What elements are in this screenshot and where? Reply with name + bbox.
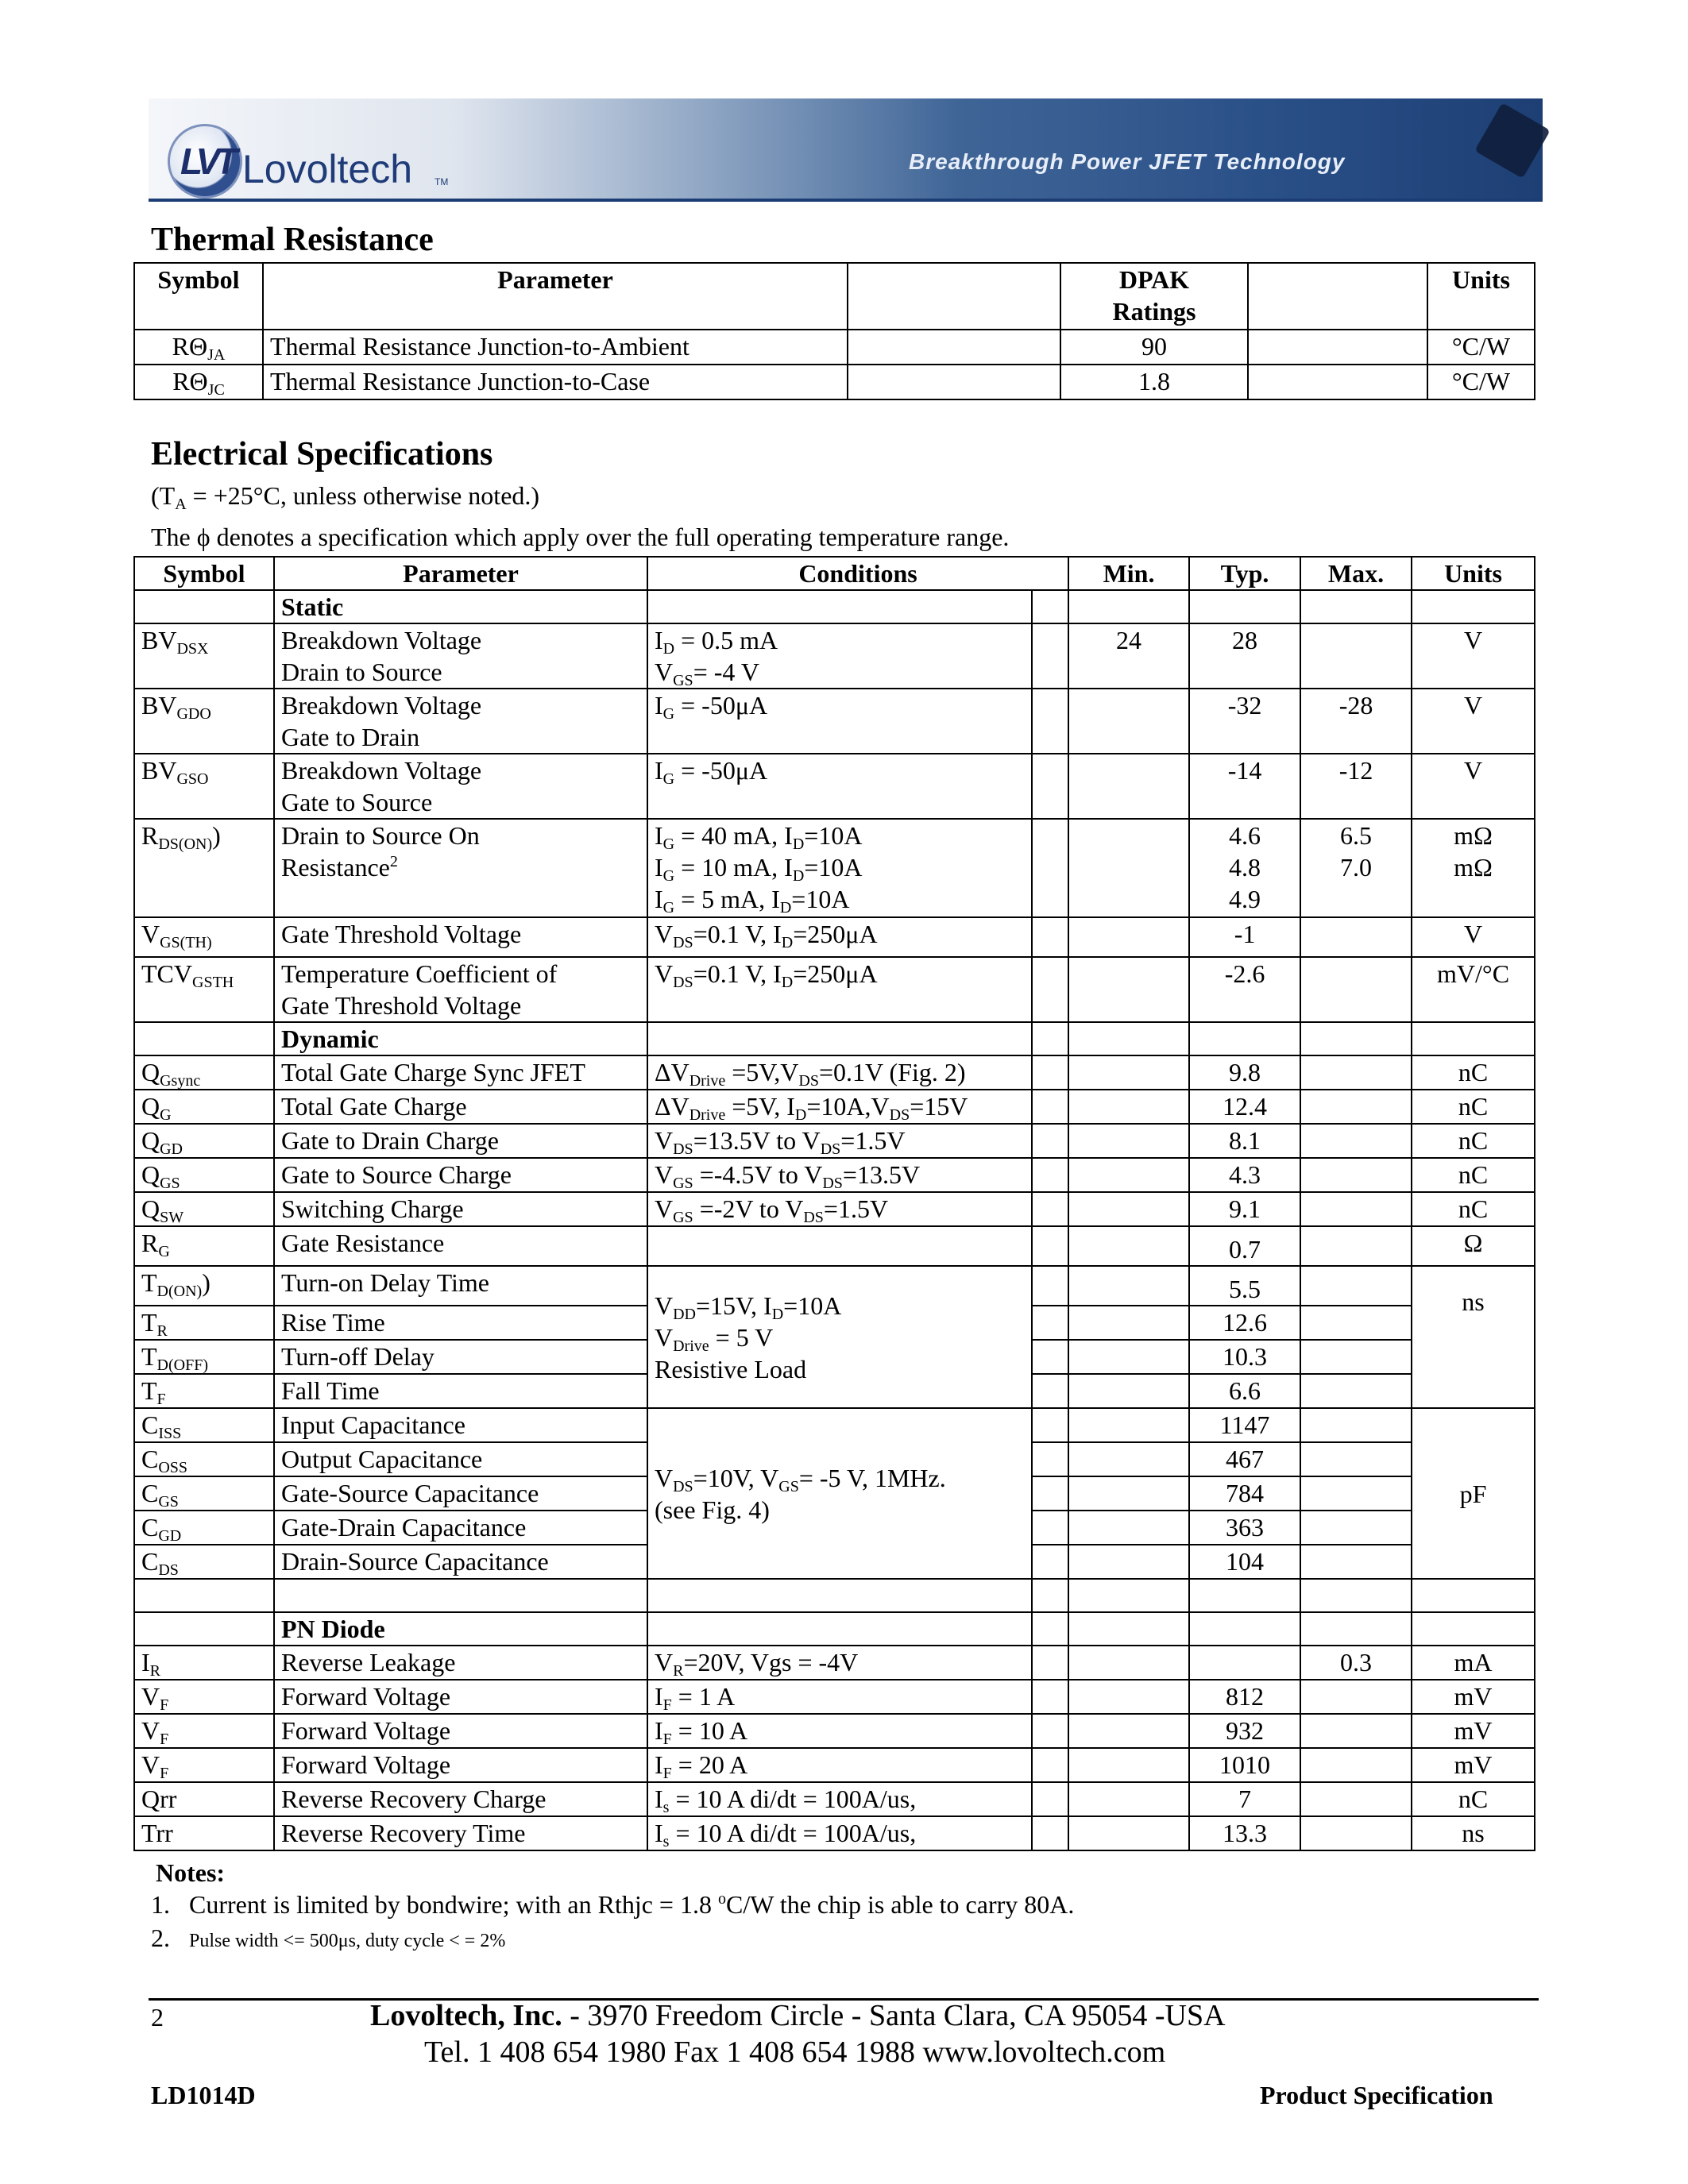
header-tagline: Breakthrough Power JFET Technology	[909, 149, 1346, 174]
parameter-cell: Breakdown Voltage Gate to Drain	[274, 689, 647, 754]
conditions-cell: $I_F = 20$ A	[647, 1748, 1032, 1782]
table-row	[134, 917, 1535, 957]
table-row	[134, 1226, 1535, 1266]
parameter-cell: Rise Time	[274, 1306, 647, 1340]
conditions-cell: $V_{DS}=0.1$ V, $I_D=250\mu A$	[647, 957, 1032, 1022]
units-cell: V	[1412, 917, 1535, 957]
parameter-cell: Gate-Source Capacitance	[274, 1476, 647, 1511]
parameter-cell: Thermal Resistance Junction-to-Ambient	[263, 330, 848, 365]
typ-cell: 1010	[1189, 1748, 1300, 1782]
symbol-cell: $T_{D(OFF)}$	[134, 1340, 274, 1374]
conditions-cell: $I_G = -50\mu A$	[647, 689, 1032, 754]
conditions-cell: $V_{GS} =-2V$ to $V_{DS}=1.5V$	[647, 1192, 1032, 1226]
parameter-cell: Switching Charge	[274, 1192, 647, 1226]
symbol-cell: $C_{DS}$	[134, 1545, 274, 1579]
units-cell: mA	[1412, 1646, 1535, 1680]
units-cell: nC	[1412, 1192, 1535, 1226]
conditions-cell: $I_G = 40$ mA, $I_D=10A$ $I_G = 10$ mA, $I_D=10A$ $I_G = 5$ mA, $I_D=10A$	[647, 819, 1032, 917]
conditions-cell: $\Delta V_{Drive} =5V,V_{DS}=0.1V$ (Fig. 2)	[647, 1055, 1032, 1090]
typ-cell: 8.1	[1189, 1124, 1300, 1158]
note-2: 2. Pulse width <= 500μs, duty cycle < = 2%	[151, 1924, 506, 1952]
symbol-cell: $R\Theta_{JC}$	[134, 365, 263, 399]
symbol-cell: $Q_{GD}$	[134, 1124, 274, 1158]
typ-cell: 13.3	[1189, 1816, 1300, 1850]
symbol-cell: $R\Theta_{JA}$	[134, 330, 263, 365]
typ-cell: 12.4	[1189, 1090, 1300, 1124]
symbol-cell: Qrr	[134, 1782, 274, 1816]
typ-cell: 784	[1189, 1476, 1300, 1511]
table-row	[134, 1748, 1535, 1782]
units-cell: mV/°C	[1412, 957, 1535, 1022]
units-cell: V	[1412, 754, 1535, 819]
parameter-cell: Breakdown Voltage Gate to Source	[274, 754, 647, 819]
symbol-cell: $R_G$	[134, 1226, 274, 1266]
symbol-cell: $V_F$	[134, 1748, 274, 1782]
conditions-cell: $I_s = 10$ A di/dt = 100A/us,	[647, 1782, 1032, 1816]
table-row	[134, 1782, 1535, 1816]
table-row	[134, 623, 1535, 689]
col-units: Units	[1412, 557, 1535, 590]
typ-cell: 1147	[1189, 1408, 1300, 1442]
table-row	[134, 1714, 1535, 1748]
table-row	[134, 1124, 1535, 1158]
symbol-cell: $R_{DS(ON)}$)	[134, 819, 274, 917]
footer-address: Lovoltech, Inc. - 3970 Freedom Circle - Santa Clara, CA 95054 -USA	[370, 1999, 1226, 2032]
conditions-cell: $I_F = 1$ A	[647, 1680, 1032, 1714]
units-cell: nC	[1412, 1090, 1535, 1124]
max-cell: -12	[1300, 754, 1412, 819]
table-row	[134, 1408, 1535, 1442]
parameter-cell: Thermal Resistance Junction-to-Case	[263, 365, 848, 399]
symbol-cell: $T_F$	[134, 1374, 274, 1408]
header-banner	[149, 98, 1543, 202]
col-parameter: Parameter	[274, 557, 647, 590]
table-row	[134, 1192, 1535, 1226]
conditions-cell: $I_D = 0.5$ mA $V_{GS}= -4$ V	[647, 623, 1032, 689]
conditions-note: ($T_A = +25^\circ C$, unless otherwise noted.)	[151, 481, 540, 513]
typ-cell: -2.6	[1189, 957, 1300, 1022]
symbol-cell: $T_{D(ON)}$)	[134, 1266, 274, 1306]
parameter-cell: Breakdown Voltage Drain to Source	[274, 623, 647, 689]
conditions-cell: $I_G = -50\mu A$	[647, 754, 1032, 819]
parameter-cell: Input Capacitance	[274, 1408, 647, 1442]
symbol-cell: $BV_{GDO}$	[134, 689, 274, 754]
table-row	[134, 957, 1535, 1022]
max-cell: 0.3	[1300, 1646, 1412, 1680]
units-cell: °C/W	[1427, 330, 1535, 365]
table-row	[134, 1266, 1535, 1306]
chip-icon	[1474, 102, 1551, 179]
units-cell: V	[1412, 623, 1535, 689]
electrical-title: Electrical Specifications	[151, 436, 493, 473]
group-row-diode	[134, 1612, 1535, 1646]
parameter-cell: Fall Time	[274, 1374, 647, 1408]
symbol-cell: $T_R$	[134, 1306, 274, 1340]
units-cell: nC	[1412, 1782, 1535, 1816]
typ-cell: 363	[1189, 1511, 1300, 1545]
symbol-cell: $V_{GS(TH)}$	[134, 917, 274, 957]
symbol-cell: $V_F$	[134, 1680, 274, 1714]
typ-cell: 6.6	[1189, 1374, 1300, 1408]
conditions-cell: $\Delta V_{Drive} =5V$, $I_D=10A,V_{DS}=15V$	[647, 1090, 1032, 1124]
max-cell: -28	[1300, 689, 1412, 754]
symbol-cell: $Q_{SW}$	[134, 1192, 274, 1226]
col-units: Units	[1427, 263, 1535, 330]
units-cell: mV	[1412, 1748, 1535, 1782]
parameter-cell: Gate Threshold Voltage	[274, 917, 647, 957]
col-max: Max.	[1300, 557, 1412, 590]
parameter-cell: Forward Voltage	[274, 1714, 647, 1748]
table-row	[134, 754, 1535, 819]
page-number: 2	[151, 2003, 164, 2032]
symbol-cell: $C_{GS}$	[134, 1476, 274, 1511]
col-symbol: Symbol	[134, 557, 274, 590]
table-row	[134, 1158, 1535, 1192]
parameter-cell: Temperature Coefficient of Gate Threshold Voltage	[274, 957, 647, 1022]
symbol-cell: $TCV_{GSTH}$	[134, 957, 274, 1022]
units-cell: pF	[1412, 1408, 1535, 1579]
typ-cell: 467	[1189, 1442, 1300, 1476]
notes-title: Notes:	[156, 1858, 226, 1887]
typ-cell: 0.7	[1189, 1226, 1300, 1266]
note-1: 1. Current is limited by bondwire; with an Rthjc = 1.8 $^o$C/W the chip is able to carry 80A.	[151, 1890, 1075, 1919]
thermal-header-row	[134, 263, 1535, 330]
group-label: Dynamic	[274, 1022, 647, 1055]
value-cell: 1.8	[1060, 365, 1248, 399]
table-row	[134, 365, 1535, 399]
conditions-cell: $V_R=20V$, Vgs = -4V	[647, 1646, 1032, 1680]
conditions-cell: $I_s = 10$ A di/dt = 100A/us,	[647, 1816, 1032, 1850]
group-row-static	[134, 590, 1535, 623]
parameter-cell: Turn-on Delay Time	[274, 1266, 647, 1306]
parameter-cell: Gate-Drain Capacitance	[274, 1511, 647, 1545]
symbol-cell: $Q_{Gsync}$	[134, 1055, 274, 1090]
logo-mark: LVT	[180, 141, 234, 182]
table-row	[134, 1646, 1535, 1680]
header-rule	[149, 199, 1543, 202]
parameter-cell: Forward Voltage	[274, 1748, 647, 1782]
col-blank	[1248, 263, 1427, 330]
max-cell: 6.5 7.0	[1300, 819, 1412, 917]
conditions-cell: $I_F = 10$ A	[647, 1714, 1032, 1748]
group-label: Static	[274, 590, 647, 623]
units-cell: mV	[1412, 1714, 1535, 1748]
typ-cell: -32	[1189, 689, 1300, 754]
thermal-table	[133, 262, 1535, 400]
temperature-note: The ϕ denotes a specification which apply over the full operating temperature range.	[151, 523, 1010, 551]
symbol-cell: $C_{ISS}$	[134, 1408, 274, 1442]
footer-doc-type: Product Specification	[1260, 2081, 1493, 2109]
symbol-cell: Trr	[134, 1816, 274, 1850]
max-cell	[1300, 623, 1412, 689]
units-cell: ns	[1412, 1816, 1535, 1850]
col-parameter: Parameter	[263, 263, 848, 330]
col-min: Min.	[1068, 557, 1189, 590]
typ-cell: -14	[1189, 754, 1300, 819]
parameter-cell: Total Gate Charge	[274, 1090, 647, 1124]
parameter-cell: Gate to Source Charge	[274, 1158, 647, 1192]
conditions-cell: $V_{DS}=10V$, $V_{GS}= -5$ V, 1MHz. (see Fig. 4)	[647, 1408, 1032, 1579]
group-row-dynamic	[134, 1022, 1535, 1055]
parameter-cell: Gate Resistance	[274, 1226, 647, 1266]
units-cell: ns	[1412, 1266, 1535, 1408]
units-cell: V	[1412, 689, 1535, 754]
group-label: PN Diode	[274, 1612, 647, 1646]
table-row	[134, 689, 1535, 754]
typ-cell: 104	[1189, 1545, 1300, 1579]
conditions-cell: $V_{GS} =-4.5V$ to $V_{DS}=13.5V$	[647, 1158, 1032, 1192]
logo-trademark: TM	[435, 176, 449, 187]
logo-name: Lovoltech	[242, 147, 413, 191]
parameter-cell: Reverse Recovery Time	[274, 1816, 647, 1850]
col-conditions: Conditions	[647, 557, 1068, 590]
parameter-cell: Turn-off Delay	[274, 1340, 647, 1374]
typ-cell: 812	[1189, 1680, 1300, 1714]
table-row	[134, 819, 1535, 917]
table-row	[134, 1680, 1535, 1714]
thermal-title: Thermal Resistance	[151, 222, 434, 258]
symbol-cell: $C_{OSS}$	[134, 1442, 274, 1476]
col-typ: Typ.	[1189, 557, 1300, 590]
symbol-cell: $BV_{GSO}$	[134, 754, 274, 819]
col-symbol: Symbol	[134, 263, 263, 330]
table-row	[134, 330, 1535, 365]
typ-cell: 12.6	[1189, 1306, 1300, 1340]
parameter-cell: Output Capacitance	[274, 1442, 647, 1476]
min-cell: 24	[1068, 623, 1189, 689]
footer-part-number: LD1014D	[151, 2081, 256, 2109]
typ-cell: 9.8	[1189, 1055, 1300, 1090]
parameter-cell: Drain to Source On Resistance$^2$	[274, 819, 647, 917]
typ-cell: 5.5	[1189, 1266, 1300, 1306]
parameter-cell: Total Gate Charge Sync JFET	[274, 1055, 647, 1090]
spacer-row	[134, 1579, 1535, 1612]
table-row	[134, 1816, 1535, 1850]
typ-cell: 7	[1189, 1782, 1300, 1816]
units-cell: mΩ mΩ	[1412, 819, 1535, 917]
units-cell: mV	[1412, 1680, 1535, 1714]
electrical-header-row	[134, 557, 1535, 590]
typ-cell: 4.6 4.8 4.9	[1189, 819, 1300, 917]
symbol-cell: $C_{GD}$	[134, 1511, 274, 1545]
units-cell: Ω	[1412, 1226, 1535, 1266]
units-cell: nC	[1412, 1124, 1535, 1158]
typ-cell: 9.1	[1189, 1192, 1300, 1226]
table-row	[134, 1055, 1535, 1090]
typ-cell: 932	[1189, 1714, 1300, 1748]
table-row	[134, 1090, 1535, 1124]
parameter-cell: Reverse Recovery Charge	[274, 1782, 647, 1816]
electrical-table	[133, 556, 1535, 1851]
units-cell: nC	[1412, 1158, 1535, 1192]
symbol-cell: $I_R$	[134, 1646, 274, 1680]
conditions-cell: $V_{DD}=15V$, $I_D=10A$ $V_{Drive} = 5$ V Resistive Load	[647, 1266, 1032, 1408]
parameter-cell: Forward Voltage	[274, 1680, 647, 1714]
symbol-cell: $Q_G$	[134, 1090, 274, 1124]
col-dpak-ratings: DPAK Ratings	[1060, 263, 1248, 330]
typ-cell: 28	[1189, 623, 1300, 689]
footer-contact: Tel. 1 408 654 1980 Fax 1 408 654 1988 www.lovoltech.com	[424, 2035, 1166, 2069]
parameter-cell: Gate to Drain Charge	[274, 1124, 647, 1158]
conditions-cell: $V_{DS}=0.1$ V, $I_D=250\mu A$	[647, 917, 1032, 957]
units-cell: °C/W	[1427, 365, 1535, 399]
col-blank	[848, 263, 1060, 330]
typ-cell: 4.3	[1189, 1158, 1300, 1192]
symbol-cell: $BV_{DSX}$	[134, 623, 274, 689]
parameter-cell: Drain-Source Capacitance	[274, 1545, 647, 1579]
symbol-cell: $V_F$	[134, 1714, 274, 1748]
units-cell: nC	[1412, 1055, 1535, 1090]
conditions-cell: $V_{DS}=13.5V$ to $V_{DS}=1.5V$	[647, 1124, 1032, 1158]
typ-cell: -1	[1189, 917, 1300, 957]
value-cell: 90	[1060, 330, 1248, 365]
parameter-cell: Reverse Leakage	[274, 1646, 647, 1680]
symbol-cell: $Q_{GS}$	[134, 1158, 274, 1192]
typ-cell: 10.3	[1189, 1340, 1300, 1374]
